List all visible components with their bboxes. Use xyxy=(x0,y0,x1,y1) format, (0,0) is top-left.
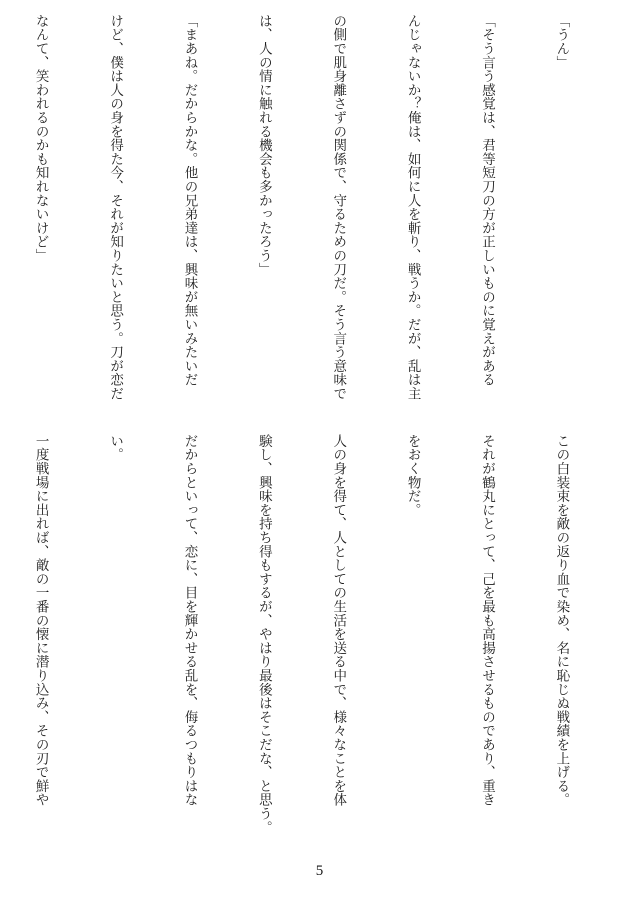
text-column: けど、僕は人の身を得た今、それが知りたいと思う。刀が恋だ xyxy=(107,14,124,401)
text-column: なんて、笑われるのかも知れないけど」 xyxy=(32,14,49,263)
text-column: 「うん」 xyxy=(553,14,570,70)
text-block-top xyxy=(17,14,623,422)
page-number: 5 xyxy=(315,863,324,879)
text-column: 人の身を得て、人としての生活を送る中で、様々なことを体 xyxy=(330,434,347,807)
text-column: この白装束を敵の返り血で染め、名に恥じぬ戦績を上げる。 xyxy=(553,434,570,807)
text-column: んじゃないか？俺は、如何に人を斬り、戦うか。だが、乱は主 xyxy=(404,14,421,401)
text-column: は、人の情に触れる機会も多かったろう」 xyxy=(255,14,272,277)
text-column: それが鶴丸にとって、己を最も高揚させるものであり、重き xyxy=(479,434,496,807)
text-column: の側で肌身離さずの関係で、守るための刀だ。そう言う意味で xyxy=(330,14,347,401)
text-column: 一度戦場に出れば、敵の一番の懐に潜り込み、その刃で鮮や xyxy=(32,434,49,807)
text-block-bottom xyxy=(17,434,623,844)
text-column: だからといって、恋に、目を輝かせる乱を、侮るつもりはな xyxy=(181,434,198,807)
text-column: 験し、興味を持ち得もするが、やはり最後はそこだな、と思う。 xyxy=(255,434,272,835)
text-column: い。 xyxy=(107,434,124,462)
text-column: をおく物だ。 xyxy=(404,434,421,517)
text-column: 「そう言う感覚は、君等短刀の方が正しいものに覚えがある xyxy=(479,14,496,387)
text-column: 「まあね。だからかな。他の兄弟達は、興味が無いみたいだ xyxy=(181,14,198,387)
